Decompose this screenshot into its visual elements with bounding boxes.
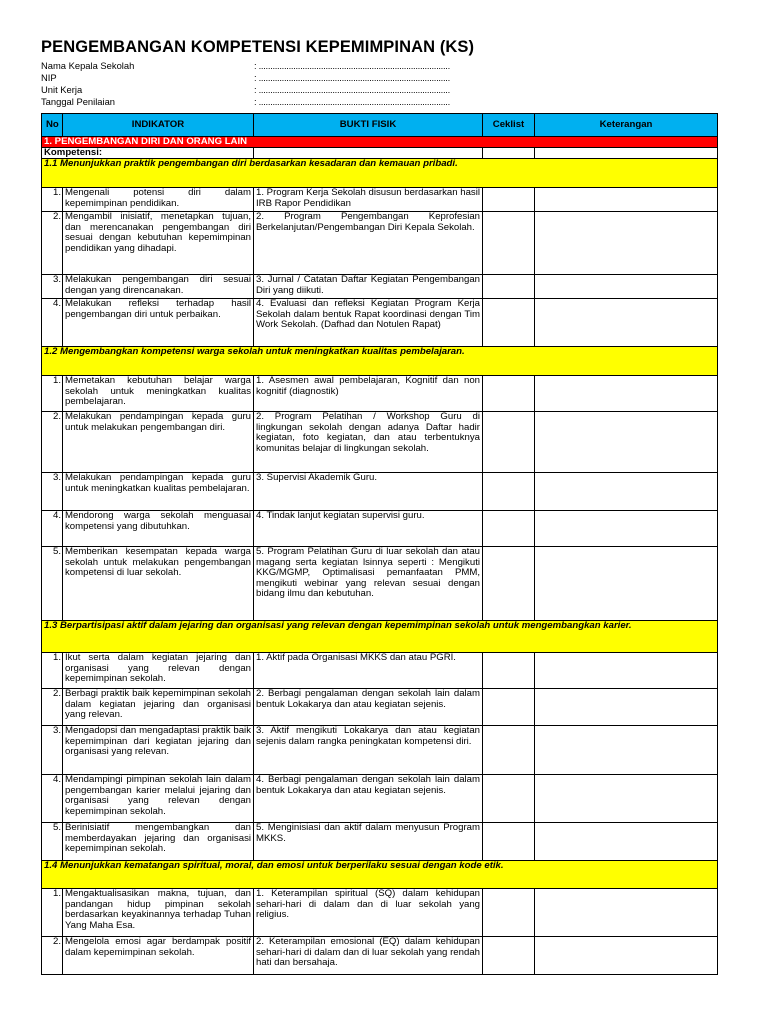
subsection-row xyxy=(42,347,718,376)
table-row xyxy=(42,823,718,861)
table-row xyxy=(42,275,718,299)
indikator-cell: Mengambil inisiatif, menetapkan tujuan, dan merencanakan pengembangan diri sesuai dengan kebutuhan kepemimpinan pendidikan yang dihadapi. xyxy=(63,212,254,275)
subsection-title: 1.2 Mengembangkan kompetensi warga sekolah untuk meningkatkan kualitas pembelajaran. xyxy=(42,347,718,376)
row-number: 1. xyxy=(42,188,63,212)
bukti-cell: 3. Supervisi Akademik Guru. xyxy=(254,473,483,511)
info-row-nip xyxy=(41,72,511,84)
ceklist-cell[interactable] xyxy=(483,188,535,212)
keterangan-cell[interactable] xyxy=(535,547,718,621)
row-number: 4. xyxy=(42,511,63,547)
indikator-cell: Memberikan kesempatan kepada warga sekolah untuk melakukan pengembangan kompetensi di luar sekolah. xyxy=(63,547,254,621)
row-number: 3. xyxy=(42,275,63,299)
subsection-title: 1.3 Berpartisipasi aktif dalam jejaring dan organisasi yang relevan dengan kepemimpinan sekolah untuk mengembangkan karier. xyxy=(42,621,718,653)
info-value[interactable]: : ................................................................................... xyxy=(254,84,450,95)
row-number: 1. xyxy=(42,889,63,937)
indikator-cell: Ikut serta dalam kegiatan jejaring dan organisasi yang relevan dengan kepemimpinan sekolah. xyxy=(63,653,254,689)
section-title: 1. PENGEMBANGAN DIRI DAN ORANG LAIN xyxy=(42,137,718,148)
ceklist-cell[interactable] xyxy=(483,689,535,726)
kompetensi-row xyxy=(42,148,718,159)
ceklist-cell[interactable] xyxy=(483,889,535,937)
subsection-row xyxy=(42,861,718,889)
info-row-unit xyxy=(41,84,511,96)
indikator-cell: Memetakan kebutuhan belajar warga sekolah untuk meningkatkan kualitas pembelajaran. xyxy=(63,376,254,412)
ceklist-cell[interactable] xyxy=(483,653,535,689)
keterangan-cell[interactable] xyxy=(535,511,718,547)
row-number: 1. xyxy=(42,653,63,689)
ceklist-cell[interactable] xyxy=(483,473,535,511)
keterangan-cell[interactable] xyxy=(535,188,718,212)
table-row xyxy=(42,937,718,975)
row-number: 2. xyxy=(42,412,63,473)
ceklist-cell[interactable] xyxy=(483,299,535,347)
indikator-cell: Melakukan refleksi terhadap hasil pengembangan diri untuk perbaikan. xyxy=(63,299,254,347)
subsection-row xyxy=(42,159,718,188)
ceklist-cell[interactable] xyxy=(483,376,535,412)
keterangan-cell[interactable] xyxy=(535,823,718,861)
keterangan-cell[interactable] xyxy=(535,473,718,511)
indikator-cell: Melakukan pengembangan diri sesuai dengan yang direncanakan. xyxy=(63,275,254,299)
table-row xyxy=(42,689,718,726)
ceklist-cell[interactable] xyxy=(483,275,535,299)
row-number: 5. xyxy=(42,547,63,621)
info-row-tanggal xyxy=(41,96,511,108)
row-number: 1. xyxy=(42,376,63,412)
table-row xyxy=(42,473,718,511)
info-row-nama xyxy=(41,60,511,72)
row-number: 2. xyxy=(42,689,63,726)
table-row xyxy=(42,299,718,347)
bukti-cell: 1. Aktif pada Organisasi MKKS dan atau PGRI. xyxy=(254,653,483,689)
bukti-cell: 1. Asesmen awal pembelajaran, Kognitif dan non kognitif (diagnostik) xyxy=(254,376,483,412)
row-number: 2. xyxy=(42,937,63,975)
info-value[interactable]: : ................................................................................... xyxy=(254,60,450,71)
ceklist-cell[interactable] xyxy=(483,547,535,621)
keterangan-cell[interactable] xyxy=(535,653,718,689)
col-header-bukti: BUKTI FISIK xyxy=(254,114,483,137)
table-header xyxy=(42,114,718,137)
info-value[interactable]: : ................................................................................... xyxy=(254,96,450,107)
ceklist-cell[interactable] xyxy=(483,937,535,975)
competency-table xyxy=(41,113,718,975)
indikator-cell: Mendorong warga sekolah menguasai kompetensi yang dibutuhkan. xyxy=(63,511,254,547)
table-row xyxy=(42,889,718,937)
indikator-cell: Mengenali potensi diri dalam kepemimpinan pendidikan. xyxy=(63,188,254,212)
bukti-cell: 2. Program Pelatihan / Workshop Guru di lingkungan sekolah dengan adanya Daftar hadir kegiatan, foto kegiatan, dan atau terbentuknya komunitas belajar di lingkungan sekolah. xyxy=(254,412,483,473)
col-header-ceklist: Ceklist xyxy=(483,114,535,137)
keterangan-cell[interactable] xyxy=(535,937,718,975)
bukti-cell: 1. Program Kerja Sekolah disusun berdasarkan hasil IRB Rapor Pendidikan xyxy=(254,188,483,212)
ceklist-cell[interactable] xyxy=(483,412,535,473)
row-number: 3. xyxy=(42,726,63,775)
section-row xyxy=(42,137,718,148)
table-row xyxy=(42,188,718,212)
bukti-cell: 2. Keterampilan emosional (EQ) dalam kehidupan sehari-hari di dalam dan di luar sekolah yang rendah hati dan bersahaja. xyxy=(254,937,483,975)
ceklist-cell[interactable] xyxy=(483,511,535,547)
col-header-indikator: INDIKATOR xyxy=(63,114,254,137)
kompetensi-label: Kompetensi: xyxy=(42,148,254,159)
indikator-cell: Berinisiatif mengembangkan dan memberdayakan jejaring dan organisasi kepemimpinan sekolah. xyxy=(63,823,254,861)
indikator-cell: Mengaktualisasikan makna, tujuan, dan pandangan hidup pimpinan sekolah berdasarkan keyakinannya terhadap Tuhan Yang Maha Esa. xyxy=(63,889,254,937)
col-header-no: No xyxy=(42,114,63,137)
indikator-cell: Berbagi praktik baik kepemimpinan sekolah dalam kegiatan jejaring dan organisasi yang relevan. xyxy=(63,689,254,726)
row-number: 4. xyxy=(42,299,63,347)
info-label: Nama Kepala Sekolah xyxy=(41,60,135,71)
info-label: Tanggal Penilaian xyxy=(41,96,116,107)
indikator-cell: Mengadopsi dan mengadaptasi praktik baik kepemimpinan dari kegiatan jejaring dan organisasi yang relevan. xyxy=(63,726,254,775)
keterangan-cell[interactable] xyxy=(535,775,718,823)
bukti-cell: 5. Program Pelatihan Guru di luar sekolah dan atau magang serta kegiatan lsinnya seperti : Mengikuti KKG/MGMP, Optimalisasi pemanfaatan PMM, mengikuti webinar yang relevan sesuai dengan bidang ilmu dan kebutuhan. xyxy=(254,547,483,621)
row-number: 5. xyxy=(42,823,63,861)
bukti-cell: 4. Berbagi pengalaman dengan sekolah lain dalam bentuk Lokakarya dan atau kegiatan sejenis. xyxy=(254,775,483,823)
info-value[interactable]: : ................................................................................... xyxy=(254,72,450,83)
keterangan-cell[interactable] xyxy=(535,275,718,299)
page-title: PENGEMBANGAN KOMPETENSI KEPEMIMPINAN (KS) xyxy=(41,38,475,56)
keterangan-cell[interactable] xyxy=(535,412,718,473)
row-number: 3. xyxy=(42,473,63,511)
keterangan-cell[interactable] xyxy=(535,889,718,937)
indikator-cell: Melakukan pendampingan kepada guru untuk meningkatkan kualitas pembelajaran. xyxy=(63,473,254,511)
subsection-row xyxy=(42,621,718,653)
table-row xyxy=(42,376,718,412)
table-row xyxy=(42,726,718,775)
table-row xyxy=(42,412,718,473)
keterangan-cell[interactable] xyxy=(535,212,718,275)
table-row xyxy=(42,511,718,547)
ceklist-cell[interactable] xyxy=(483,823,535,861)
ceklist-cell[interactable] xyxy=(483,212,535,275)
indikator-cell: Mendampingi pimpinan sekolah lain dalam pengembangan karier melalui jejaring dan organisasi yang relevan dengan kepemimpinan sekolah. xyxy=(63,775,254,823)
bukti-cell: 4. Evaluasi dan refleksi Kegiatan Program Kerja Sekolah dalam bentuk Rapat koordinasi dengan Tim Work Sekolah. (Dafhad dan Notulen Rapat) xyxy=(254,299,483,347)
keterangan-cell[interactable] xyxy=(535,299,718,347)
keterangan-cell[interactable] xyxy=(535,376,718,412)
table-row xyxy=(42,547,718,621)
col-header-keterangan: Keterangan xyxy=(535,114,718,137)
ceklist-cell[interactable] xyxy=(483,726,535,775)
row-number: 4. xyxy=(42,775,63,823)
subsection-title: 1.4 Menunjukkan kematangan spiritual, moral, dan emosi untuk berperilaku sesuai dengan kode etik. xyxy=(42,861,718,889)
table-row xyxy=(42,775,718,823)
subsection-title: 1.1 Menunjukkan praktik pengembangan diri berdasarkan kesadaran dan kemauan pribadi. xyxy=(42,159,718,188)
bukti-cell: 5. Menginisiasi dan aktif dalam menyusun Program MKKS. xyxy=(254,823,483,861)
info-label: NIP xyxy=(41,72,57,83)
bukti-cell: 1. Keterampilan spiritual (SQ) dalam kehidupan sehari-hari di dalam dan di luar sekolah yang religius. xyxy=(254,889,483,937)
table-row xyxy=(42,653,718,689)
bukti-cell: 3. Aktif mengikuti Lokakarya dan atau kegiatan sejenis dalam rangka peningkatan kompetensi diri. xyxy=(254,726,483,775)
table-row xyxy=(42,212,718,275)
ceklist-cell[interactable] xyxy=(483,775,535,823)
indikator-cell: Mengelola emosi agar berdampak positif dalam kepemimpinan sekolah. xyxy=(63,937,254,975)
bukti-cell: 2. Berbagi pengalaman dengan sekolah lain dalam bentuk Lokakarya dan atau kegiatan sejenis. xyxy=(254,689,483,726)
indikator-cell: Melakukan pendampingan kepada guru untuk melakukan pengembangan diri. xyxy=(63,412,254,473)
row-number: 2. xyxy=(42,212,63,275)
info-label: Unit Kerja xyxy=(41,84,83,95)
bukti-cell: 2. Program Pengembangan Keprofesian Berkelanjutan/Pengembangan Diri Kepala Sekolah. xyxy=(254,212,483,275)
keterangan-cell[interactable] xyxy=(535,689,718,726)
keterangan-cell[interactable] xyxy=(535,726,718,775)
bukti-cell: 3. Jurnal / Catatan Daftar Kegiatan Pengembangan Diri yang diikuti. xyxy=(254,275,483,299)
bukti-cell: 4. Tindak lanjut kegiatan supervisi guru. xyxy=(254,511,483,547)
